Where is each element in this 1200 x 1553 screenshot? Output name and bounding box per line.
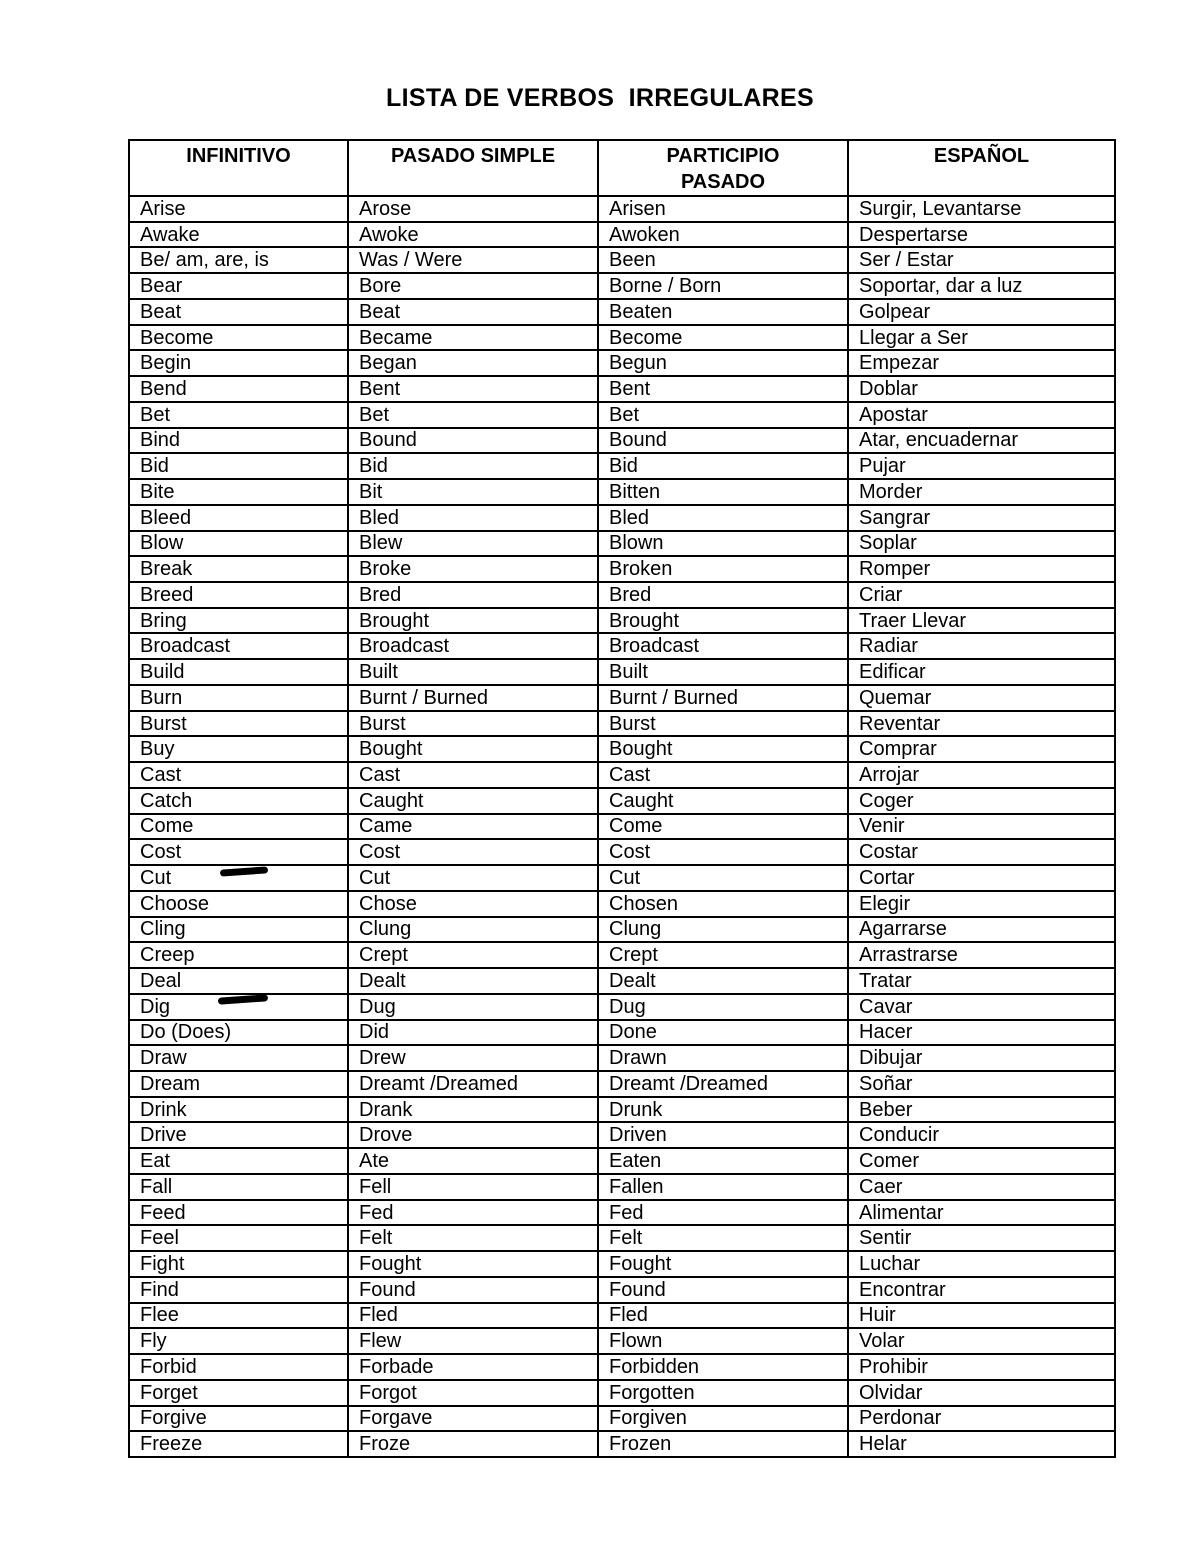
cell-participio-pasado: Bent xyxy=(598,376,848,402)
cell-participio-pasado: Bled xyxy=(598,505,848,531)
cell-infinitivo: Bend xyxy=(129,376,348,402)
cell-espanol: Venir xyxy=(848,814,1115,840)
cell-infinitivo: Forgive xyxy=(129,1406,348,1432)
cell-pasado-simple: Flew xyxy=(348,1328,598,1354)
cell-infinitivo: Come xyxy=(129,814,348,840)
cell-participio-pasado: Cost xyxy=(598,839,848,865)
cell-infinitivo: Burst xyxy=(129,711,348,737)
cell-pasado-simple: Caught xyxy=(348,788,598,814)
table-row xyxy=(129,968,1115,994)
table-row xyxy=(129,428,1115,454)
cell-participio-pasado: Bet xyxy=(598,402,848,428)
cell-participio-pasado: Dug xyxy=(598,994,848,1020)
cell-espanol: Comer xyxy=(848,1148,1115,1174)
cell-infinitivo: Fly xyxy=(129,1328,348,1354)
cell-espanol: Olvidar xyxy=(848,1380,1115,1406)
cell-participio-pasado: Cut xyxy=(598,865,848,891)
cell-pasado-simple: Did xyxy=(348,1020,598,1046)
cell-participio-pasado: Brought xyxy=(598,608,848,634)
cell-infinitivo: Draw xyxy=(129,1045,348,1071)
cell-pasado-simple: Cut xyxy=(348,865,598,891)
cell-infinitivo: Eat xyxy=(129,1148,348,1174)
cell-infinitivo: Bind xyxy=(129,428,348,454)
cell-infinitivo: Catch xyxy=(129,788,348,814)
cell-pasado-simple: Bid xyxy=(348,453,598,479)
cell-infinitivo: Choose xyxy=(129,891,348,917)
cell-pasado-simple: Crept xyxy=(348,942,598,968)
cell-infinitivo: Drive xyxy=(129,1122,348,1148)
table-row xyxy=(129,1174,1115,1200)
cell-infinitivo: Flee xyxy=(129,1303,348,1329)
cell-espanol: Agarrarse xyxy=(848,917,1115,943)
cell-espanol: Luchar xyxy=(848,1251,1115,1277)
cell-espanol: Arrastrarse xyxy=(848,942,1115,968)
cell-pasado-simple: Bound xyxy=(348,428,598,454)
cell-pasado-simple: Chose xyxy=(348,891,598,917)
cell-pasado-simple: Built xyxy=(348,659,598,685)
table-row xyxy=(129,247,1115,273)
cell-espanol: Edificar xyxy=(848,659,1115,685)
cell-participio-pasado: Caught xyxy=(598,788,848,814)
cell-participio-pasado: Bound xyxy=(598,428,848,454)
cell-infinitivo: Cost xyxy=(129,839,348,865)
cell-espanol: Pujar xyxy=(848,453,1115,479)
cell-infinitivo: Fight xyxy=(129,1251,348,1277)
cell-participio-pasado: Done xyxy=(598,1020,848,1046)
cell-infinitivo: Blow xyxy=(129,531,348,557)
cell-pasado-simple: Bet xyxy=(348,402,598,428)
cell-espanol: Volar xyxy=(848,1328,1115,1354)
cell-pasado-simple: Fled xyxy=(348,1303,598,1329)
cell-espanol: Soplar xyxy=(848,531,1115,557)
cell-participio-pasado: Drawn xyxy=(598,1045,848,1071)
table-row xyxy=(129,1020,1115,1046)
cell-participio-pasado: Forgotten xyxy=(598,1380,848,1406)
cell-espanol: Llegar a Ser xyxy=(848,325,1115,351)
cell-participio-pasado: Flown xyxy=(598,1328,848,1354)
cell-pasado-simple: Cost xyxy=(348,839,598,865)
cell-espanol: Cortar xyxy=(848,865,1115,891)
cell-pasado-simple: Forgave xyxy=(348,1406,598,1432)
cell-participio-pasado: Chosen xyxy=(598,891,848,917)
cell-participio-pasado: Come xyxy=(598,814,848,840)
cell-espanol: Soñar xyxy=(848,1071,1115,1097)
cell-infinitivo: Bear xyxy=(129,273,348,299)
cell-infinitivo: Burn xyxy=(129,685,348,711)
header-espanol: ESPAÑOL xyxy=(848,140,1115,196)
table-row xyxy=(129,814,1115,840)
cell-espanol: Despertarse xyxy=(848,222,1115,248)
cell-espanol: Cavar xyxy=(848,994,1115,1020)
cell-participio-pasado: Bought xyxy=(598,736,848,762)
cell-espanol: Doblar xyxy=(848,376,1115,402)
cell-infinitivo: Awake xyxy=(129,222,348,248)
cell-infinitivo: Build xyxy=(129,659,348,685)
cell-pasado-simple: Was / Were xyxy=(348,247,598,273)
cell-pasado-simple: Forgot xyxy=(348,1380,598,1406)
table-row xyxy=(129,453,1115,479)
cell-participio-pasado: Fought xyxy=(598,1251,848,1277)
cell-infinitivo: Dream xyxy=(129,1071,348,1097)
cell-pasado-simple: Clung xyxy=(348,917,598,943)
table-row xyxy=(129,1148,1115,1174)
cell-pasado-simple: Became xyxy=(348,325,598,351)
table-row xyxy=(129,402,1115,428)
cell-infinitivo: Freeze xyxy=(129,1431,348,1457)
cell-pasado-simple: Felt xyxy=(348,1225,598,1251)
cell-participio-pasado: Built xyxy=(598,659,848,685)
cell-espanol: Helar xyxy=(848,1431,1115,1457)
cell-pasado-simple: Forbade xyxy=(348,1354,598,1380)
cell-participio-pasado: Cast xyxy=(598,762,848,788)
cell-infinitivo: Cast xyxy=(129,762,348,788)
cell-espanol: Sentir xyxy=(848,1225,1115,1251)
table-row xyxy=(129,788,1115,814)
table-row xyxy=(129,222,1115,248)
table-row xyxy=(129,350,1115,376)
cell-espanol: Huir xyxy=(848,1303,1115,1329)
table-row xyxy=(129,325,1115,351)
cell-espanol: Costar xyxy=(848,839,1115,865)
cell-infinitivo: Cut xyxy=(129,865,348,891)
cell-pasado-simple: Ate xyxy=(348,1148,598,1174)
cell-pasado-simple: Dealt xyxy=(348,968,598,994)
cell-participio-pasado: Fallen xyxy=(598,1174,848,1200)
cell-participio-pasado: Clung xyxy=(598,917,848,943)
cell-pasado-simple: Began xyxy=(348,350,598,376)
cell-infinitivo: Creep xyxy=(129,942,348,968)
cell-pasado-simple: Awoke xyxy=(348,222,598,248)
document-title: LISTA DE VERBOS IRREGULARES xyxy=(386,84,814,112)
cell-pasado-simple: Fed xyxy=(348,1200,598,1226)
cell-participio-pasado: Bred xyxy=(598,582,848,608)
cell-pasado-simple: Came xyxy=(348,814,598,840)
cell-participio-pasado: Felt xyxy=(598,1225,848,1251)
cell-infinitivo: Bring xyxy=(129,608,348,634)
table-row xyxy=(129,376,1115,402)
table-row xyxy=(129,1328,1115,1354)
cell-espanol: Quemar xyxy=(848,685,1115,711)
cell-pasado-simple: Burnt / Burned xyxy=(348,685,598,711)
cell-infinitivo: Dig xyxy=(129,994,348,1020)
cell-infinitivo: Deal xyxy=(129,968,348,994)
cell-espanol: Hacer xyxy=(848,1020,1115,1046)
cell-espanol: Atar, encuadernar xyxy=(848,428,1115,454)
table-row xyxy=(129,1097,1115,1123)
cell-participio-pasado: Found xyxy=(598,1277,848,1303)
cell-infinitivo: Bite xyxy=(129,479,348,505)
cell-participio-pasado: Forbidden xyxy=(598,1354,848,1380)
cell-participio-pasado: Drunk xyxy=(598,1097,848,1123)
table-row xyxy=(129,1277,1115,1303)
cell-participio-pasado: Forgiven xyxy=(598,1406,848,1432)
table-row xyxy=(129,1380,1115,1406)
cell-participio-pasado: Dreamt /Dreamed xyxy=(598,1071,848,1097)
cell-infinitivo: Fall xyxy=(129,1174,348,1200)
cell-participio-pasado: Awoken xyxy=(598,222,848,248)
cell-espanol: Arrojar xyxy=(848,762,1115,788)
cell-espanol: Coger xyxy=(848,788,1115,814)
cell-pasado-simple: Bore xyxy=(348,273,598,299)
cell-infinitivo: Be/ am, are, is xyxy=(129,247,348,273)
table-row xyxy=(129,1225,1115,1251)
cell-pasado-simple: Arose xyxy=(348,196,598,222)
cell-espanol: Traer Llevar xyxy=(848,608,1115,634)
header-participio-pasado: PARTICIPIO PASADO xyxy=(598,140,848,196)
cell-pasado-simple: Found xyxy=(348,1277,598,1303)
cell-pasado-simple: Dug xyxy=(348,994,598,1020)
cell-espanol: Radiar xyxy=(848,633,1115,659)
table-row xyxy=(129,994,1115,1020)
cell-infinitivo: Beat xyxy=(129,299,348,325)
cell-espanol: Tratar xyxy=(848,968,1115,994)
cell-infinitivo: Break xyxy=(129,556,348,582)
header-infinitivo: INFINITIVO xyxy=(129,140,348,196)
table-row xyxy=(129,1303,1115,1329)
table-row xyxy=(129,582,1115,608)
cell-participio-pasado: Fled xyxy=(598,1303,848,1329)
cell-participio-pasado: Become xyxy=(598,325,848,351)
table-row xyxy=(129,891,1115,917)
cell-pasado-simple: Bit xyxy=(348,479,598,505)
cell-espanol: Dibujar xyxy=(848,1045,1115,1071)
table-row xyxy=(129,942,1115,968)
table-row xyxy=(129,273,1115,299)
cell-pasado-simple: Froze xyxy=(348,1431,598,1457)
cell-pasado-simple: Blew xyxy=(348,531,598,557)
table-row xyxy=(129,839,1115,865)
table-row xyxy=(129,711,1115,737)
cell-participio-pasado: Fed xyxy=(598,1200,848,1226)
cell-participio-pasado: Borne / Born xyxy=(598,273,848,299)
cell-espanol: Sangrar xyxy=(848,505,1115,531)
table-row xyxy=(129,685,1115,711)
cell-espanol: Ser / Estar xyxy=(848,247,1115,273)
cell-infinitivo: Drink xyxy=(129,1097,348,1123)
cell-espanol: Apostar xyxy=(848,402,1115,428)
cell-espanol: Empezar xyxy=(848,350,1115,376)
cell-participio-pasado: Frozen xyxy=(598,1431,848,1457)
cell-espanol: Conducir xyxy=(848,1122,1115,1148)
cell-participio-pasado: Begun xyxy=(598,350,848,376)
table-row xyxy=(129,608,1115,634)
table-row xyxy=(129,1200,1115,1226)
cell-infinitivo: Become xyxy=(129,325,348,351)
cell-espanol: Beber xyxy=(848,1097,1115,1123)
header-pasado-simple: PASADO SIMPLE xyxy=(348,140,598,196)
table-row xyxy=(129,1045,1115,1071)
cell-pasado-simple: Dreamt /Dreamed xyxy=(348,1071,598,1097)
table-row xyxy=(129,865,1115,891)
cell-participio-pasado: Broken xyxy=(598,556,848,582)
cell-participio-pasado: Burst xyxy=(598,711,848,737)
cell-espanol: Romper xyxy=(848,556,1115,582)
table-row xyxy=(129,762,1115,788)
cell-espanol: Perdonar xyxy=(848,1406,1115,1432)
cell-participio-pasado: Been xyxy=(598,247,848,273)
cell-participio-pasado: Bitten xyxy=(598,479,848,505)
cell-participio-pasado: Broadcast xyxy=(598,633,848,659)
cell-pasado-simple: Drove xyxy=(348,1122,598,1148)
cell-infinitivo: Forget xyxy=(129,1380,348,1406)
cell-participio-pasado: Eaten xyxy=(598,1148,848,1174)
table-row xyxy=(129,299,1115,325)
cell-infinitivo: Buy xyxy=(129,736,348,762)
cell-infinitivo: Broadcast xyxy=(129,633,348,659)
cell-infinitivo: Feel xyxy=(129,1225,348,1251)
cell-espanol: Soportar, dar a luz xyxy=(848,273,1115,299)
cell-espanol: Surgir, Levantarse xyxy=(848,196,1115,222)
table-body xyxy=(129,196,1115,1457)
cell-espanol: Alimentar xyxy=(848,1200,1115,1226)
cell-pasado-simple: Drew xyxy=(348,1045,598,1071)
table-row xyxy=(129,1354,1115,1380)
table-row xyxy=(129,556,1115,582)
cell-espanol: Reventar xyxy=(848,711,1115,737)
cell-infinitivo: Feed xyxy=(129,1200,348,1226)
table-row xyxy=(129,531,1115,557)
cell-pasado-simple: Bred xyxy=(348,582,598,608)
cell-espanol: Morder xyxy=(848,479,1115,505)
cell-participio-pasado: Bid xyxy=(598,453,848,479)
table-row xyxy=(129,479,1115,505)
table-row xyxy=(129,1251,1115,1277)
cell-pasado-simple: Fell xyxy=(348,1174,598,1200)
cell-infinitivo: Forbid xyxy=(129,1354,348,1380)
cell-infinitivo: Bleed xyxy=(129,505,348,531)
cell-participio-pasado: Dealt xyxy=(598,968,848,994)
irregular-verbs-table xyxy=(128,139,1116,1458)
table-row xyxy=(129,1406,1115,1432)
cell-pasado-simple: Beat xyxy=(348,299,598,325)
table-row xyxy=(129,1071,1115,1097)
cell-infinitivo: Find xyxy=(129,1277,348,1303)
cell-participio-pasado: Crept xyxy=(598,942,848,968)
cell-participio-pasado: Beaten xyxy=(598,299,848,325)
cell-pasado-simple: Bought xyxy=(348,736,598,762)
cell-pasado-simple: Broke xyxy=(348,556,598,582)
cell-espanol: Prohibir xyxy=(848,1354,1115,1380)
table-row xyxy=(129,917,1115,943)
cell-pasado-simple: Fought xyxy=(348,1251,598,1277)
cell-infinitivo: Cling xyxy=(129,917,348,943)
table-row xyxy=(129,736,1115,762)
cell-infinitivo: Begin xyxy=(129,350,348,376)
cell-espanol: Encontrar xyxy=(848,1277,1115,1303)
table-row xyxy=(129,659,1115,685)
cell-infinitivo: Bid xyxy=(129,453,348,479)
cell-infinitivo: Arise xyxy=(129,196,348,222)
cell-espanol: Elegir xyxy=(848,891,1115,917)
table-row xyxy=(129,1431,1115,1457)
cell-participio-pasado: Blown xyxy=(598,531,848,557)
cell-participio-pasado: Driven xyxy=(598,1122,848,1148)
cell-pasado-simple: Brought xyxy=(348,608,598,634)
cell-espanol: Caer xyxy=(848,1174,1115,1200)
cell-infinitivo: Breed xyxy=(129,582,348,608)
table-row xyxy=(129,633,1115,659)
cell-pasado-simple: Drank xyxy=(348,1097,598,1123)
cell-participio-pasado: Arisen xyxy=(598,196,848,222)
cell-pasado-simple: Broadcast xyxy=(348,633,598,659)
table-row xyxy=(129,1122,1115,1148)
cell-pasado-simple: Bled xyxy=(348,505,598,531)
cell-espanol: Criar xyxy=(848,582,1115,608)
cell-pasado-simple: Bent xyxy=(348,376,598,402)
cell-infinitivo: Do (Does) xyxy=(129,1020,348,1046)
table-row xyxy=(129,196,1115,222)
table-row xyxy=(129,505,1115,531)
table-header-row xyxy=(129,140,1115,196)
cell-espanol: Golpear xyxy=(848,299,1115,325)
cell-espanol: Comprar xyxy=(848,736,1115,762)
cell-participio-pasado: Burnt / Burned xyxy=(598,685,848,711)
cell-pasado-simple: Cast xyxy=(348,762,598,788)
cell-infinitivo: Bet xyxy=(129,402,348,428)
cell-pasado-simple: Burst xyxy=(348,711,598,737)
